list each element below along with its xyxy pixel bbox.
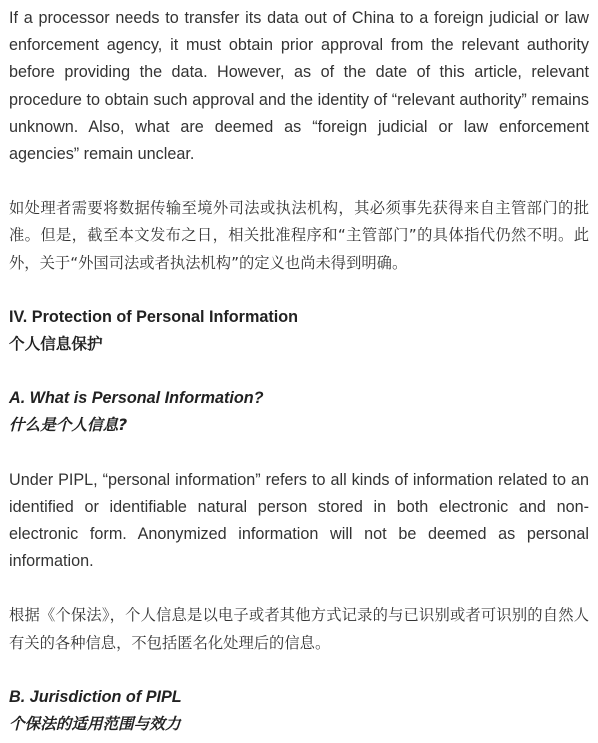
spacer [9, 440, 589, 467]
spacer [9, 168, 589, 195]
subheading-b-zh: 个保法的适用范围与效力 [9, 715, 181, 734]
spacer [9, 575, 589, 602]
paragraph-personal-info-en: Under PIPL, “personal information” refers to all kinds of information related to an identified or identifiable natural person stored in both electronic and non-electronic form. Anonymized information will not be deemed as personal information. [9, 470, 589, 571]
paragraph-transfer-approval-zh: 如处理者需要将数据传输至境外司法或执法机构，其必须事先获得来自主管部门的批准。但是，截至本文发布之日，相关批准程序和“主管部门”的具体指代仍然不明。此外，关于“外国司法或者执法机构”的定义也尚未得到明确。 [9, 199, 589, 272]
subheading-b-en: B. Jurisdiction of PIPL [9, 687, 182, 706]
section-heading-iv-zh: 个人信息保护 [9, 335, 103, 354]
paragraph-transfer-approval-en: If a processor needs to transfer its data out of China to a foreign judicial or law enforcement agency, it must obtain prior approval from the relevant authority before providing the data. However, as of the date of this article, relevant procedure to obtain such approval and the identity of “relevant authority” remains unknown. Also, what are deemed as “foreign judicial or law enforcement agencies” remain unclear. [9, 9, 589, 164]
spacer [9, 277, 589, 304]
section-heading-iv-en: IV. Protection of Personal Information [9, 307, 299, 326]
spacer [9, 358, 589, 385]
paragraph-personal-info-zh: 根据《个保法》，个人信息是以电子或者其他方式记录的与已识别或者可识别的自然人有关的各种信息，不包括匿名化处理后的信息。 [9, 606, 589, 652]
article-body [9, 5, 589, 738]
subheading-a-zh: 什么是个人信息? [9, 416, 128, 435]
subheading-a-en: A. What is Personal Information? [9, 389, 264, 408]
spacer [9, 657, 589, 684]
